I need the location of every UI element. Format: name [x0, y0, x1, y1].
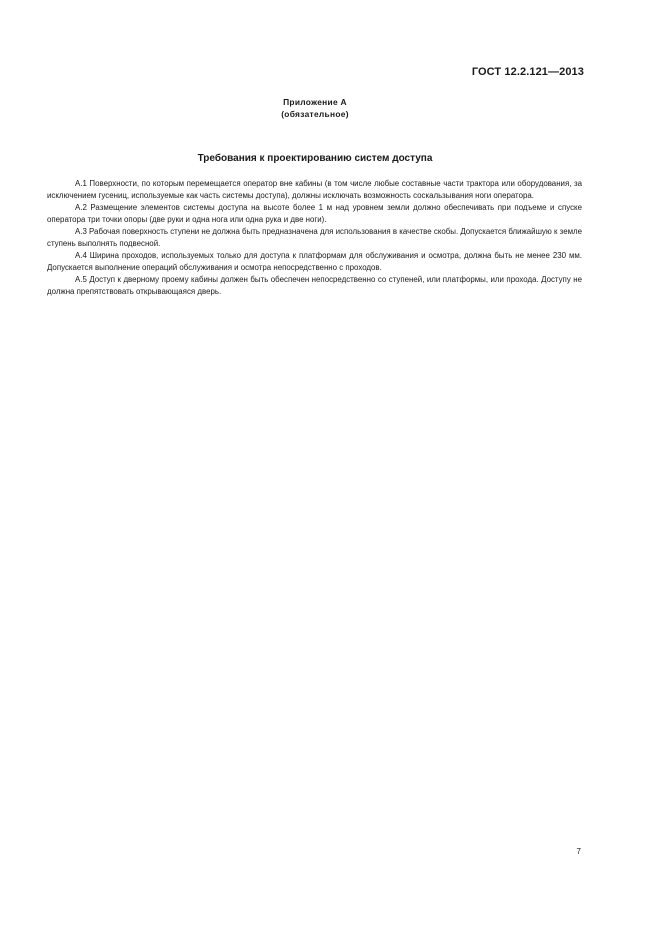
appendix-heading [0, 96, 630, 120]
paragraph-a4: А.4 Ширина проходов, используемых только для доступа к платформам для обслуживания и осмотра, должна быть не менее 230 мм. Допускается выполнение операций обслуживания и осмотра непосредственно с проходов. [47, 251, 582, 272]
body-text [47, 178, 582, 298]
paragraph-a2: А.2 Размещение элементов системы доступа на высоте более 1 м над уровнем земли должно обеспечивать при подъеме и спуске оператора три точки опоры (две руки и одна нога или одна рука и две ноги). [47, 203, 582, 224]
paragraph-a5: А.5 Доступ к дверному проему кабины должен быть обеспечен непосредственно со ступеней, или платформы, или прохода. Доступу не должна препятствовать открывающаяся дверь. [47, 275, 582, 296]
paragraph-a3: А.3 Рабочая поверхность ступени не должна быть предназначена для использования в качестве скобы. Допускается ближайшую к земле ступень выполнять подвесной. [47, 227, 582, 248]
appendix-status: (обязательное) [281, 109, 349, 119]
appendix-title: Приложение А [283, 97, 347, 107]
section-title: Требования к проектированию систем доступа [197, 153, 433, 164]
paragraph-a1: А.1 Поверхности, по которым перемещается оператор вне кабины (в том числе любые составные части трактора или оборудования, за исключением гусениц, используемые как часть системы доступа), должны исключать возможность соскальзывания ноги оператора. [47, 179, 582, 200]
page-number: 7 [576, 847, 581, 856]
document-code: ГОСТ 12.2.121—2013 [471, 66, 584, 78]
